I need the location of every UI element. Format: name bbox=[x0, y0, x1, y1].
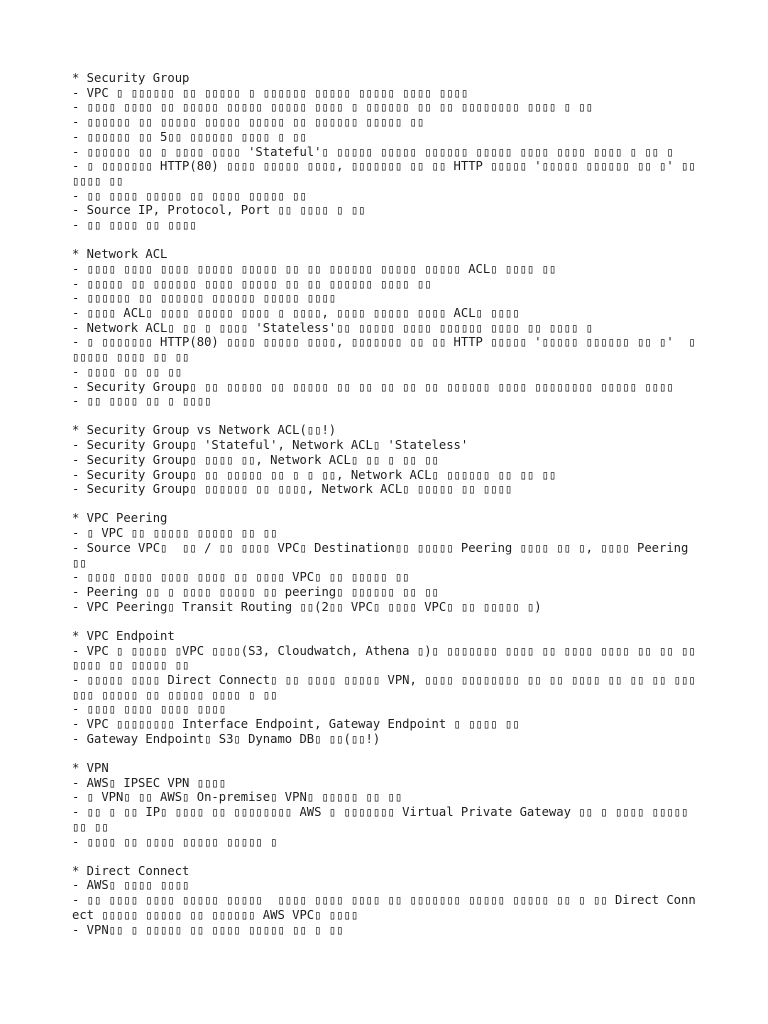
bullet-line: - AWS▯ IPSEC VPN ▯▯▯▯ bbox=[72, 775, 227, 790]
note-section bbox=[72, 629, 696, 747]
bullet-line: - AWS▯ ▯▯▯▯ ▯▯▯▯ bbox=[72, 878, 190, 893]
bullet-line: - ▯▯▯▯▯ ▯▯▯▯ Direct Connect▯ ▯▯ ▯▯▯▯ ▯▯▯▯▯ VPN, ▯▯▯▯ ▯▯▯▯▯▯▯▯ ▯▯ ▯▯ ▯▯▯▯ ▯▯ ▯▯ ▯▯ ▯▯▯▯▯▯ ▯▯▯▯▯ ▯▯ ▯▯▯▯▯ ▯▯▯▯ ▯ ▯▯ bbox=[72, 673, 696, 702]
bullet-line: - ▯▯▯▯ ▯▯▯▯ ▯▯▯▯ ▯▯▯▯ ▯▯ ▯▯▯▯ VPC▯ ▯▯ ▯▯▯▯▯ ▯▯ bbox=[72, 570, 410, 585]
bullet-line: - VPN▯▯ ▯ ▯▯▯▯▯ ▯▯ ▯▯▯▯ ▯▯▯▯▯ ▯▯ ▯ ▯▯ bbox=[72, 922, 344, 937]
bullet-line: - VPC ▯ ▯▯▯▯▯ ▯VPC ▯▯▯▯(S3, Cloudwatch, Athena ▯)▯ ▯▯▯▯▯▯▯ ▯▯▯▯ ▯▯ ▯▯▯▯ ▯▯▯▯ ▯▯ ▯▯ ▯▯▯▯▯▯ ▯▯ ▯▯▯▯▯ ▯▯ bbox=[72, 643, 696, 673]
bullet-line: - VPC ▯ ▯▯▯▯▯▯ ▯▯ ▯▯▯▯▯ ▯ ▯▯▯▯▯▯ ▯▯▯▯▯ ▯▯▯▯▯ ▯▯▯▯ ▯▯▯▯ bbox=[72, 85, 469, 100]
bullet-line: - Network ACL▯ ▯▯ ▯ ▯▯▯▯ 'Stateless'▯▯ ▯▯▯▯▯ ▯▯▯▯ ▯▯▯▯▯▯ ▯▯▯▯ ▯▯ ▯▯▯▯ ▯ bbox=[72, 320, 593, 335]
bullet-line: - ▯▯▯▯ ▯▯ ▯▯ ▯▯ bbox=[72, 364, 183, 379]
bullet-line: - VPC Peering▯ Transit Routing ▯▯(2▯▯ VPC▯ ▯▯▯▯ VPC▯ ▯▯ ▯▯▯▯▯ ▯) bbox=[72, 599, 542, 614]
bullet-line: - ▯▯ ▯▯▯▯ ▯▯▯▯ ▯▯▯▯▯ ▯▯▯▯▯ ▯▯▯▯ ▯▯▯▯ ▯▯▯▯ ▯▯ ▯▯▯▯▯▯▯ ▯▯▯▯▯ ▯▯▯▯▯ ▯▯ ▯ ▯▯ Direct Connect ▯▯▯▯▯ ▯▯▯▯▯ ▯▯ ▯▯▯▯▯▯ AWS VPC▯ ▯▯▯▯ bbox=[72, 893, 696, 922]
bullet-line: - Security Group▯ ▯▯▯▯▯▯ ▯▯ ▯▯▯▯, Network ACL▯ ▯▯▯▯▯ ▯▯ ▯▯▯▯ bbox=[72, 482, 513, 497]
bullet-line: - ▯▯▯▯▯▯ ▯▯ ▯▯▯▯▯▯ ▯▯▯▯▯▯ ▯▯▯▯▯ ▯▯▯▯ bbox=[72, 291, 337, 306]
bullet-line: - Source IP, Protocol, Port ▯▯ ▯▯▯▯ ▯ ▯▯ bbox=[72, 203, 366, 218]
bullet-line: - ▯▯▯▯ ACL▯ ▯▯▯▯ ▯▯▯▯▯ ▯▯▯▯ ▯ ▯▯▯▯, ▯▯▯▯ ▯▯▯▯▯ ▯▯▯▯ ACL▯ ▯▯▯▯ bbox=[72, 306, 520, 321]
bullet-line: - ▯▯▯▯ ▯▯▯▯ ▯▯▯▯ ▯▯▯▯▯ ▯▯▯▯▯ ▯▯ ▯▯ ▯▯▯▯▯▯ ▯▯▯▯▯ ▯▯▯▯▯ ACL▯ ▯▯▯▯ ▯▯ bbox=[72, 261, 557, 276]
section-title: * Security Group bbox=[72, 71, 190, 85]
bullet-line: - ▯ VPN▯ ▯▯ AWS▯ On-premise▯ VPN▯ ▯▯▯▯▯ ▯▯ ▯▯ bbox=[72, 790, 403, 805]
bullet-line: - ▯ ▯▯▯▯▯▯▯ HTTP(80) ▯▯▯▯ ▯▯▯▯▯ ▯▯▯▯, ▯▯▯▯▯▯▯ ▯▯ ▯▯ HTTP ▯▯▯▯▯ '▯▯▯▯▯ ▯▯▯▯▯▯ ▯▯ ▯' ▯▯▯▯▯▯ ▯▯▯▯ ▯▯ ▯▯ bbox=[72, 335, 696, 365]
section-title: * VPC Peering bbox=[72, 511, 168, 526]
note-section bbox=[72, 761, 696, 849]
bullet-line: - Security Group▯ ▯▯▯▯ ▯▯, Network ACL▯ ▯▯ ▯ ▯▯ ▯▯ bbox=[72, 452, 439, 467]
bullet-line: - VPC ▯▯▯▯▯▯▯▯ Interface Endpoint, Gateway Endpoint ▯ ▯▯▯▯ ▯▯ bbox=[72, 717, 520, 732]
note-section bbox=[72, 71, 704, 233]
note-section bbox=[72, 864, 696, 938]
bullet-line: - ▯▯▯▯▯▯ ▯▯ 5▯▯ ▯▯▯▯▯▯ ▯▯▯▯ ▯ ▯▯ bbox=[72, 129, 307, 144]
bullet-line: - ▯▯▯▯ ▯▯▯▯ ▯▯ ▯▯▯▯▯ ▯▯▯▯▯ ▯▯▯▯▯ ▯▯▯▯ ▯ ▯▯▯▯▯▯ ▯▯ ▯▯ ▯▯▯▯▯▯▯▯ ▯▯▯▯ ▯ ▯▯ bbox=[72, 100, 593, 115]
bullet-line: - ▯▯ ▯▯▯▯ ▯▯ ▯▯▯▯ bbox=[72, 218, 197, 233]
bullet-line: - ▯▯▯▯▯▯ ▯▯ ▯ ▯▯▯▯ ▯▯▯▯ 'Stateful'▯ ▯▯▯▯▯ ▯▯▯▯▯ ▯▯▯▯▯▯ ▯▯▯▯▯ ▯▯▯▯ ▯▯▯▯ ▯▯▯▯ ▯ ▯▯ ▯ bbox=[72, 144, 674, 159]
bullet-line: - ▯▯▯▯▯▯ ▯▯ ▯▯▯▯▯ ▯▯▯▯▯ ▯▯▯▯▯ ▯▯ ▯▯▯▯▯▯ ▯▯▯▯▯ ▯▯ bbox=[72, 115, 425, 130]
section-title: * Network ACL bbox=[72, 247, 168, 262]
bullet-line: - ▯▯▯▯▯ ▯▯ ▯▯▯▯▯▯ ▯▯▯▯ ▯▯▯▯▯ ▯▯ ▯▯ ▯▯▯▯▯▯ ▯▯▯▯ ▯▯ bbox=[72, 276, 432, 291]
note-section bbox=[72, 423, 696, 497]
bullet-line: - ▯ ▯▯▯▯▯▯▯ HTTP(80) ▯▯▯▯ ▯▯▯▯▯ ▯▯▯▯, ▯▯▯▯▯▯▯ ▯▯ ▯▯ HTTP ▯▯▯▯▯ '▯▯▯▯▯ ▯▯▯▯▯▯ ▯▯ ▯' ▯▯ ▯▯▯▯ ▯▯ bbox=[72, 159, 704, 188]
bullet-line: - ▯▯ ▯ ▯▯ IP▯ ▯▯▯▯ ▯▯ ▯▯▯▯▯▯▯▯ AWS ▯ ▯▯▯▯▯▯▯ Virtual Private Gateway ▯▯ ▯ ▯▯▯▯ ▯▯▯▯▯ ▯▯ ▯▯ bbox=[72, 805, 696, 834]
section-title: * VPN bbox=[72, 761, 109, 776]
document-page bbox=[72, 71, 704, 952]
note-section bbox=[72, 247, 696, 409]
bullet-line: - ▯ VPC ▯▯ ▯▯▯▯▯ ▯▯▯▯▯ ▯▯ ▯▯ bbox=[72, 526, 278, 541]
bullet-line: - Security Group▯ ▯▯ ▯▯▯▯▯ ▯▯ ▯▯▯▯▯ ▯▯ ▯▯ ▯▯ ▯▯ ▯▯ ▯▯▯▯▯▯ ▯▯▯▯ ▯▯▯▯▯▯▯▯ ▯▯▯▯▯ ▯▯▯▯ bbox=[72, 379, 674, 394]
section-title: * VPC Endpoint bbox=[72, 628, 175, 643]
bullet-line: - ▯▯ ▯▯▯▯ ▯▯▯▯▯ ▯▯ ▯▯▯▯ ▯▯▯▯▯ ▯▯ bbox=[72, 188, 307, 203]
bullet-line: - Security Group▯ ▯▯ ▯▯▯▯▯ ▯▯ ▯ ▯ ▯▯, Network ACL▯ ▯▯▯▯▯▯ ▯▯ ▯▯ ▯▯ bbox=[72, 467, 557, 482]
bullet-line: - Security Group▯ 'Stateful', Network ACL▯ 'Stateless' bbox=[72, 438, 469, 453]
note-section bbox=[72, 511, 696, 614]
bullet-line: - ▯▯▯▯ ▯▯▯▯ ▯▯▯▯ ▯▯▯▯ bbox=[72, 702, 227, 717]
section-title: * Direct Connect bbox=[72, 863, 190, 878]
bullet-line: - ▯▯ ▯▯▯▯ ▯▯ ▯ ▯▯▯▯ bbox=[72, 394, 212, 409]
bullet-line: - Source VPC▯ ▯▯ / ▯▯ ▯▯▯▯ VPC▯ Destination▯▯ ▯▯▯▯▯ Peering ▯▯▯▯ ▯▯ ▯, ▯▯▯▯ Peering ▯▯ bbox=[72, 540, 696, 570]
bullet-line: - Peering ▯▯ ▯ ▯▯▯▯ ▯▯▯▯▯ ▯▯ peering▯ ▯▯▯▯▯▯ ▯▯ ▯▯ bbox=[72, 585, 439, 599]
bullet-line: - ▯▯▯▯ ▯▯ ▯▯▯▯ ▯▯▯▯▯ ▯▯▯▯▯ ▯ bbox=[72, 834, 278, 849]
section-title: * Security Group vs Network ACL(▯▯!) bbox=[72, 423, 337, 438]
bullet-line: - Gateway Endpoint▯ S3▯ Dynamo DB▯ ▯▯(▯▯!) bbox=[72, 731, 381, 746]
